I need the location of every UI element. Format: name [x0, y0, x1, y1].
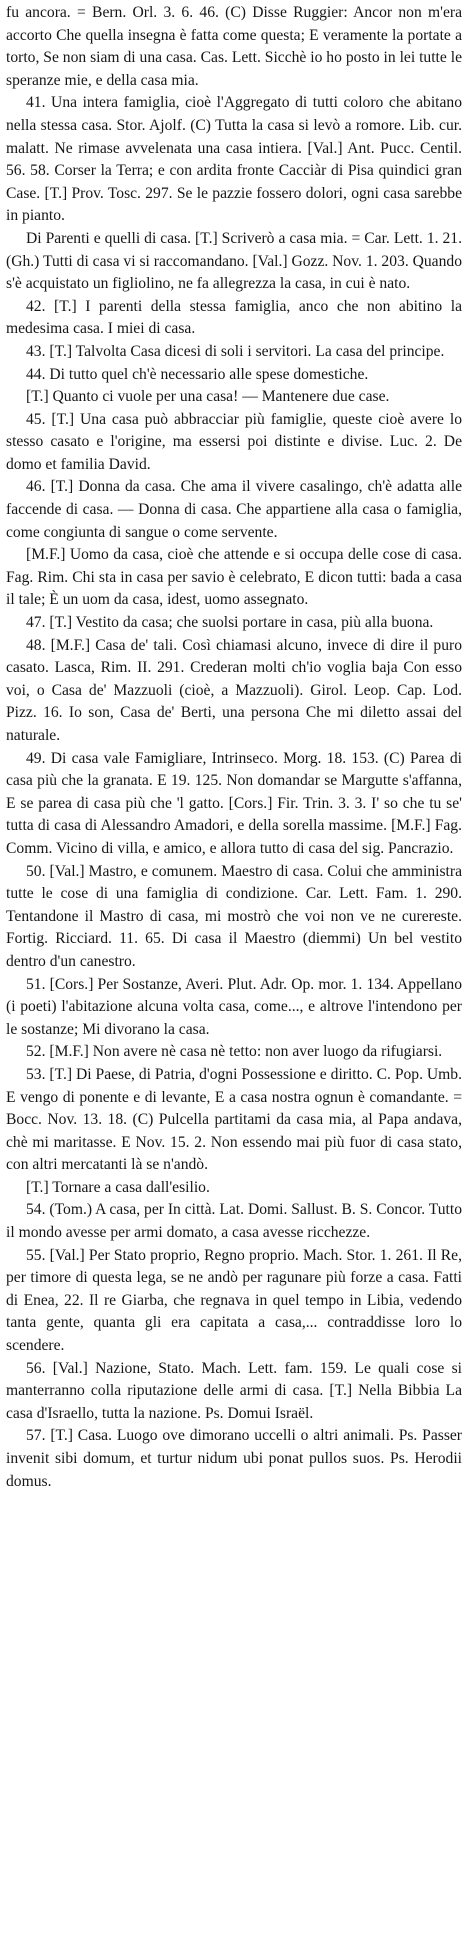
entry-paragraph: 47. [T.] Vestito da casa; che suolsi portare in casa, più alla buona. — [26, 614, 434, 632]
entry-paragraph: 46. [T.] Donna da casa. Che ama il vivere casalingo, ch'è adatta alle faccende di casa. — Donna di casa. Che appartiene alla casa o famiglia, come congiunta di sangue o come servente. — [6, 478, 462, 541]
entry-paragraph: 49. Di casa vale Famigliare, Intrinseco. Morg. 18. 153. (C) Parea di casa più che la granata. E 19. 125. Non domandar se Margutte s'affanna, E se parea di casa più che 'l gatto. [Cors.] Fir. Trin. 3. 3. I' so che tu se' tutta di casa di Alessandro Amadori, e della sorella massime. [M.F.] Fag. Comm. Vicino di villa, e amico, e allora tutto di casa del sig. Pancrazio. — [6, 749, 462, 857]
entry-paragraph: 50. [Val.] Mastro, e comunem. Maestro di casa. Colui che amministra tutte le cose di una famiglia di condizione. Car. Lett. Fam. 1. 290. Tentandone il Mastro di casa, mi mostrò che voi non ve ne curereste. Fortig. Ricciard. 11. 65. Di casa il Maestro (diemmi) Un bel vestito dentro d'un canestro. — [6, 862, 462, 970]
entry-paragraph: [T.] Tornare a casa dall'esilio. — [26, 1178, 210, 1196]
entry-paragraph: 53. [T.] Di Paese, di Patria, d'ogni Possessione e diritto. C. Pop. Umb. E vengo di ponente e di levante, E a casa nostra ognun è comandante. = Bocc. Nov. 13. 18. (C) Pulcella partitami da casa mia, al Papa andava, chè mi maritasse. E Nov. 15. 2. Non essendo mai più fuor di casa stato, con altri mercatanti là se n'andò. — [6, 1065, 462, 1174]
entry-paragraph: 57. [T.] Casa. Luogo ove dimorano uccelli o altri animali. Ps. Passer invenit sibi domum, et turtur nidum ubi ponat pullos suos. Ps. Herodii domus. — [6, 1427, 462, 1490]
entry-paragraph: 45. [T.] Una casa può abbracciar più famiglie, queste cioè avere lo stesso casato e l'origine, ma essersi poi distinte e divise. Luc. 2. De domo et familia David. — [6, 410, 462, 473]
entry-paragraph: fu ancora. = Bern. Orl. 3. 6. 46. (C) Disse Ruggier: Ancor non m'era accorto Che quella insegna è fatta come questa; E veramente la portate a torto, Se non siam di una casa. Cas. Lett. Sicchè io ho posto in lei tutte le speranze mie, e della casa mia. — [6, 4, 462, 89]
entry-paragraph: [M.F.] Uomo da casa, cioè che attende e si occupa delle cose di casa. Fag. Rim. Chi sta in casa per savio è celebrato, E dicon tutti: bada a casa il tale; È un uom da casa, idest, uomo assegnato. — [6, 546, 462, 609]
entry-paragraph: 56. [Val.] Nazione, Stato. Mach. Lett. fam. 159. Le quali cose si manterranno colla riputazione delle armi di casa. [T.] Nella Bibbia La casa d'Israello, tutta la nazione. Ps. Domui Israël. — [6, 1359, 462, 1422]
entry-paragraph: Di Parenti e quelli di casa. [T.] Scriverò a casa mia. = Car. Lett. 1. 21. (Gh.) Tutti di casa vi si raccomandano. [Val.] Gozz. Nov. 1. 203. Quando s'è acquistato un figliolino, ne fa allegrezza la casa, in cui è nato. — [6, 229, 462, 293]
entry-paragraph: 41. Una intera famiglia, cioè l'Aggregato di tutti coloro che abitano nella stessa casa. Stor. Ajolf. (C) Tutta la casa si levò a romore. Lib. cur. malatt. Ne rimase avvelenata una casa intiera. [Val.] Ant. Pucc. Centil. 56. 58. Corser la Terra; e con ardita fronte Cacciàr di Pisa quindici gran Case. [T.] Prov. Tosc. 297. Se le pazzie fossero dolori, ogni casa sarebbe in pianto. — [6, 94, 462, 225]
entry-paragraph: 43. [T.] Talvolta Casa dicesi di soli i servitori. La casa del principe. — [26, 342, 445, 360]
entry-paragraph: 48. [M.F.] Casa de' tali. Così chiamasi alcuno, invece di dire il puro casato. Lasca, Rim. II. 291. Crederan molti ch'io voglia baja Con esso voi, o Casa de' Mazzuoli (cioè, a Mazzuoli). Girol. Leop. Cap. Lod. Pizz. 16. Io son, Casa de' Berti, una persona Che mi diletto assai del naturale. — [6, 636, 462, 744]
entry-paragraph: 44. Di tutto quel ch'è necessario alle spese domestiche. — [26, 365, 369, 383]
entry-paragraph: 54. (Tom.) A casa, per In città. Lat. Domi. Sallust. B. S. Concor. Tutto il mondo avesse per armi domato, a casa avesse ricchezze. — [6, 1201, 462, 1242]
entry-paragraph: 52. [M.F.] Non avere nè casa nè tetto: non aver luogo da rifugiarsi. — [26, 1043, 443, 1061]
entry-paragraph: [T.] Quanto ci vuole per una casa! — Mantenere due case. — [26, 388, 390, 406]
entry-paragraph: 55. [Val.] Per Stato proprio, Regno proprio. Mach. Stor. 1. 261. Il Re, per timore di questa lega, se ne andò per ragunare più forze a casa. Fatti di Enea, 22. Il re Giarba, che regnava in quel tempo in Libia, vedendo tanta gente, quanta gli era capitata a casa,... contraddisse loro lo scendere. — [6, 1246, 462, 1355]
entry-paragraph: 42. [T.] I parenti della stessa famiglia, anco che non abitino la medesima casa. I miei di casa. — [6, 297, 462, 338]
entry-paragraph: 51. [Cors.] Per Sostanze, Averi. Plut. Adr. Op. mor. 1. 134. Appellano (i poeti) l'abitazione alcuna volta casa, come..., e altrove l'intendono per le sostanze; Mi divorano la casa. — [6, 975, 462, 1038]
